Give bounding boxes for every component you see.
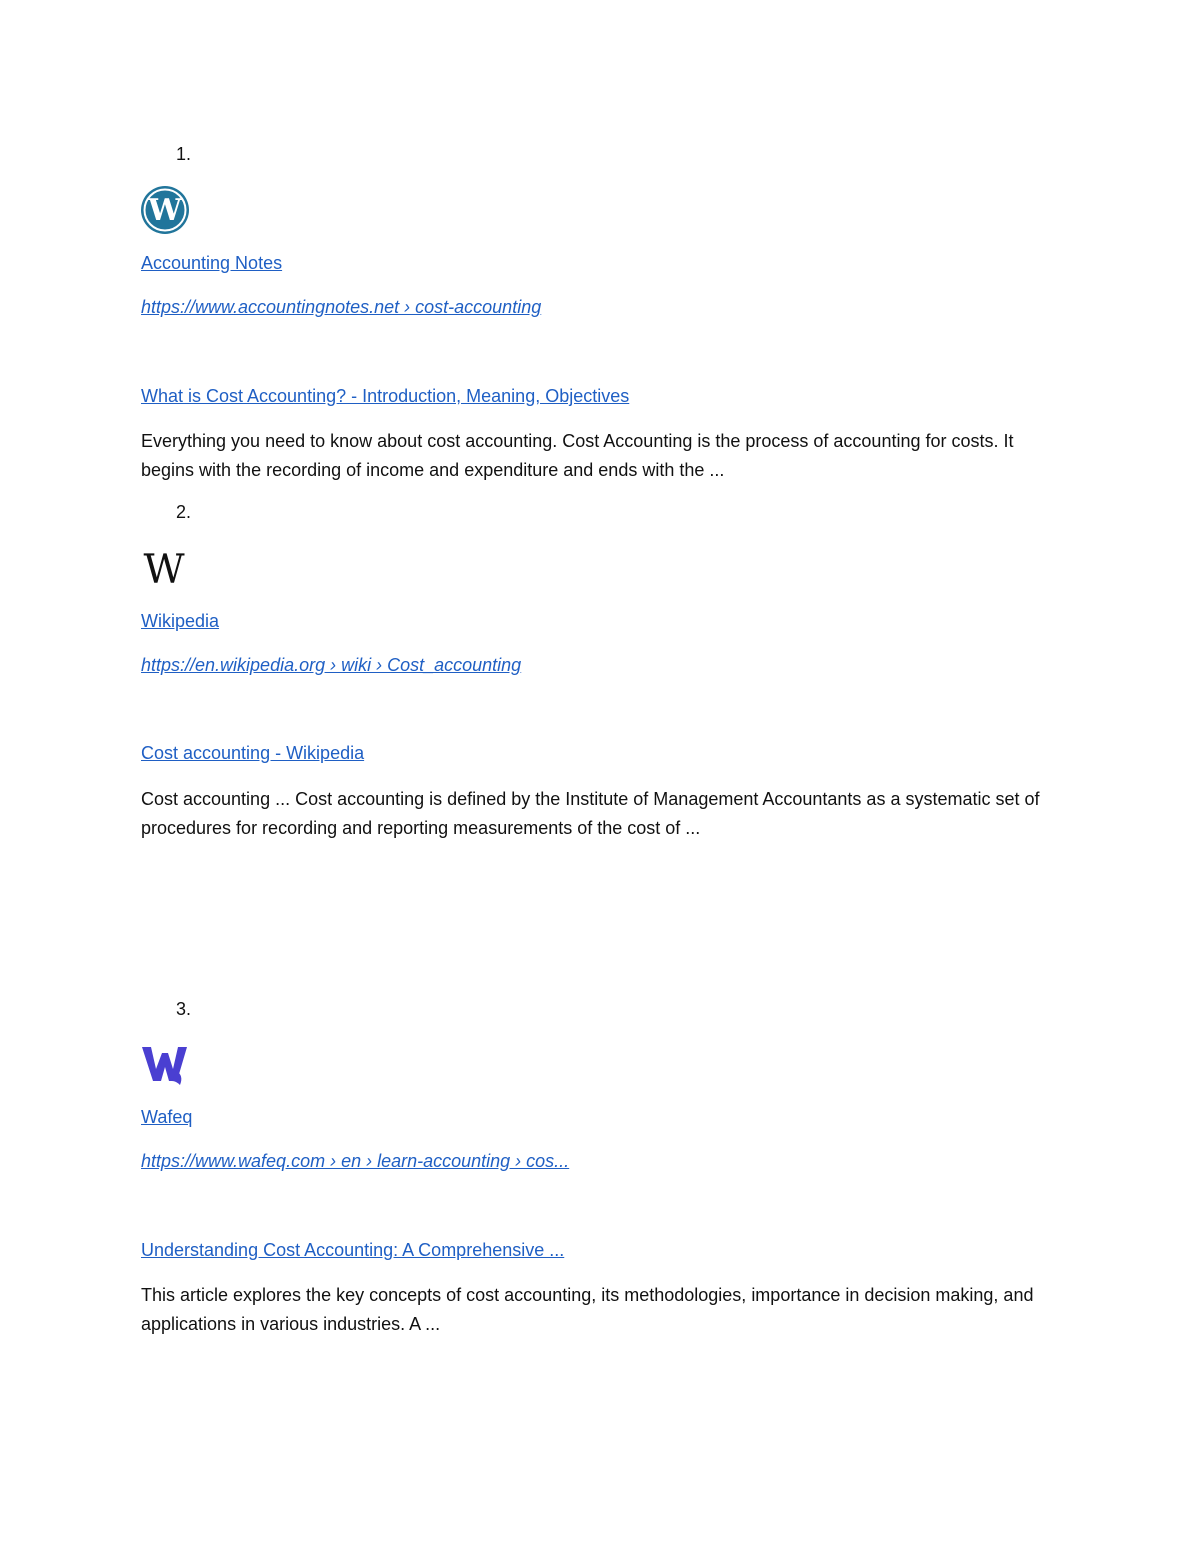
wikipedia-icon: [140, 545, 190, 595]
result-snippet: Cost accounting ... Cost accounting is defined by the Institute of Management Accountants as a systematic set of procedures for recording and reporting measurements of the cost of ...: [141, 789, 1040, 838]
wordpress-icon: [140, 185, 190, 235]
wafeq-icon: [140, 1041, 190, 1091]
result-title-link[interactable]: What is Cost Accounting? - Introduction, Meaning, Objectives: [141, 386, 630, 406]
svg-text:W: W: [148, 193, 182, 228]
result-number: 3.: [176, 999, 192, 1019]
result-number: 2.: [176, 502, 192, 522]
result-url-link[interactable]: https://www.accountingnotes.net › cost-accounting: [141, 297, 542, 317]
svg-text:W: W: [143, 547, 185, 593]
result-title-link[interactable]: Cost accounting - Wikipedia: [141, 743, 365, 763]
site-name-link[interactable]: Accounting Notes: [141, 253, 283, 273]
site-name-link[interactable]: Wafeq: [141, 1107, 193, 1127]
result-snippet: This article explores the key concepts of cost accounting, its methodologies, importance in decision making, and applications in various industries. A ...: [141, 1285, 1034, 1334]
result-title-link[interactable]: Understanding Cost Accounting: A Comprehensive ...: [141, 1240, 565, 1260]
result-url-link[interactable]: https://en.wikipedia.org › wiki › Cost_accounting: [141, 655, 522, 675]
result-number: 1.: [176, 144, 192, 164]
result-url-link[interactable]: https://www.wafeq.com › en › learn-accounting › cos...: [141, 1151, 570, 1171]
site-name-link[interactable]: Wikipedia: [141, 611, 220, 631]
result-snippet: Everything you need to know about cost accounting. Cost Accounting is the process of accounting for costs. It begins with the recording of income and expenditure and ends with the ...: [141, 431, 1014, 480]
